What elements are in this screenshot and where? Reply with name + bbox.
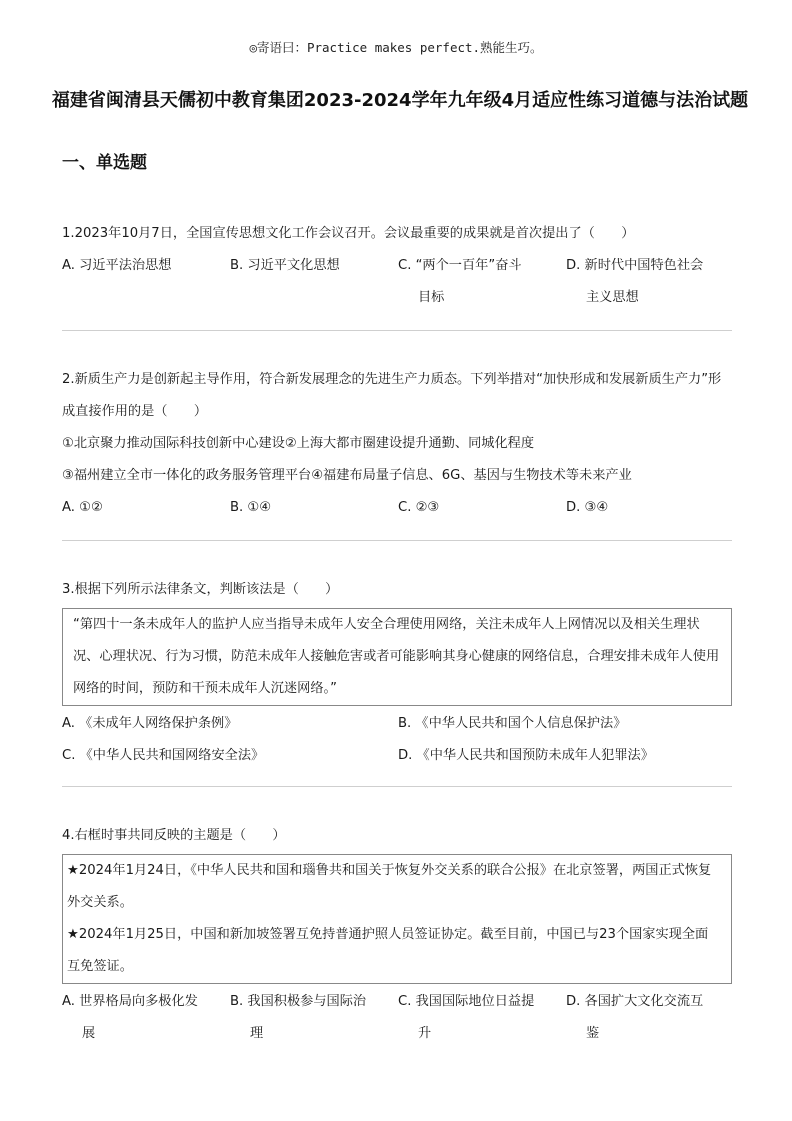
statement-line: ①北京聚力推动国际科技创新中心建设②上海大都市圈建设提升通勤、同城化程度	[62, 436, 535, 451]
option-a[interactable]: A. 《未成年人网络保护条例》	[62, 716, 238, 731]
option-c[interactable]: C. 我国国际地位日益提 升	[398, 994, 535, 1041]
divider	[62, 786, 732, 787]
option-b[interactable]: B. 习近平文化思想	[230, 258, 340, 273]
options-group	[62, 740, 732, 772]
divider	[62, 540, 732, 541]
question-1	[62, 218, 732, 314]
question-stem: 2.新质生产力是创新起主导作用，符合新发展理念的先进生产力质态。下列举措对“加快形成和发展新质生产力”形成直接作用的是（ ）	[62, 372, 722, 419]
question-stem: 1.2023年10月7日，全国宣传思想文化工作会议召开。会议最重要的成果就是首次提出了（ ）	[62, 226, 635, 241]
question-stem: 3.根据下列所示法律条文，判断该法是（ ）	[62, 582, 339, 597]
question-4	[62, 820, 732, 1050]
option-d[interactable]: D. 《中华人民共和国预防未成年人犯罪法》	[398, 748, 654, 763]
option-d[interactable]: D. 各国扩大文化交流互 鉴	[566, 994, 704, 1041]
divider	[62, 330, 732, 331]
news-item: ★2024年1月24日，《中华人民共和国和瑙鲁共和国关于恢复外交关系的联合公报》在北京签署，两国正式恢复外交关系。	[67, 863, 712, 910]
news-box	[62, 854, 732, 984]
question-2	[62, 364, 732, 524]
options-group	[62, 708, 732, 740]
option-d[interactable]: D. 新时代中国特色社会 主义思想	[566, 258, 704, 305]
option-b[interactable]: B. 我国积极参与国际治 理	[230, 994, 367, 1041]
option-c[interactable]: C. 《中华人民共和国网络安全法》	[62, 748, 265, 763]
option-a[interactable]: A. ①②	[62, 500, 103, 515]
statement-line: ③福州建立全市一体化的政务服务管理平台④福建布局量子信息、6G、基因与生物技术等未来产业	[62, 468, 632, 483]
option-b[interactable]: B. ①④	[230, 500, 272, 515]
option-c[interactable]: C. ②③	[398, 500, 440, 515]
option-a[interactable]: A. 习近平法治思想	[62, 258, 172, 273]
page-motto: ◎寄语曰：Practice makes perfect.熟能生巧。	[249, 40, 543, 55]
options-group	[62, 492, 732, 524]
law-quote-box: “第四十一条未成年人的监护人应当指导未成年人安全合理使用网络，关注未成年人上网情况以及相关生理状况、心理状况、行为习惯，防范未成年人接触危害或者可能影响其身心健康的网络信息，合理安排未成年人使用网络的时间，预防和干预未成年人沉迷网络。”	[62, 608, 732, 706]
options-group	[62, 986, 732, 1050]
options-group	[62, 250, 732, 314]
question-3	[62, 574, 732, 772]
option-c[interactable]: C. “两个一百年”奋斗 目标	[398, 258, 522, 305]
news-item: ★2024年1月25日，中国和新加坡签署互免持普通护照人员签证协定。截至目前，中国已与23个国家实现全面互免签证。	[67, 927, 709, 974]
option-a[interactable]: A. 世界格局向多极化发 展	[62, 994, 198, 1041]
section-heading: 一、单选题	[62, 153, 147, 173]
page-title: 福建省闽清县天儒初中教育集团2023-2024学年九年级4月适应性练习道德与法治试题	[51, 90, 749, 111]
question-stem: 4.右框时事共同反映的主题是（ ）	[62, 828, 286, 843]
option-b[interactable]: B. 《中华人民共和国个人信息保护法》	[398, 716, 627, 731]
option-d[interactable]: D. ③④	[566, 500, 609, 515]
